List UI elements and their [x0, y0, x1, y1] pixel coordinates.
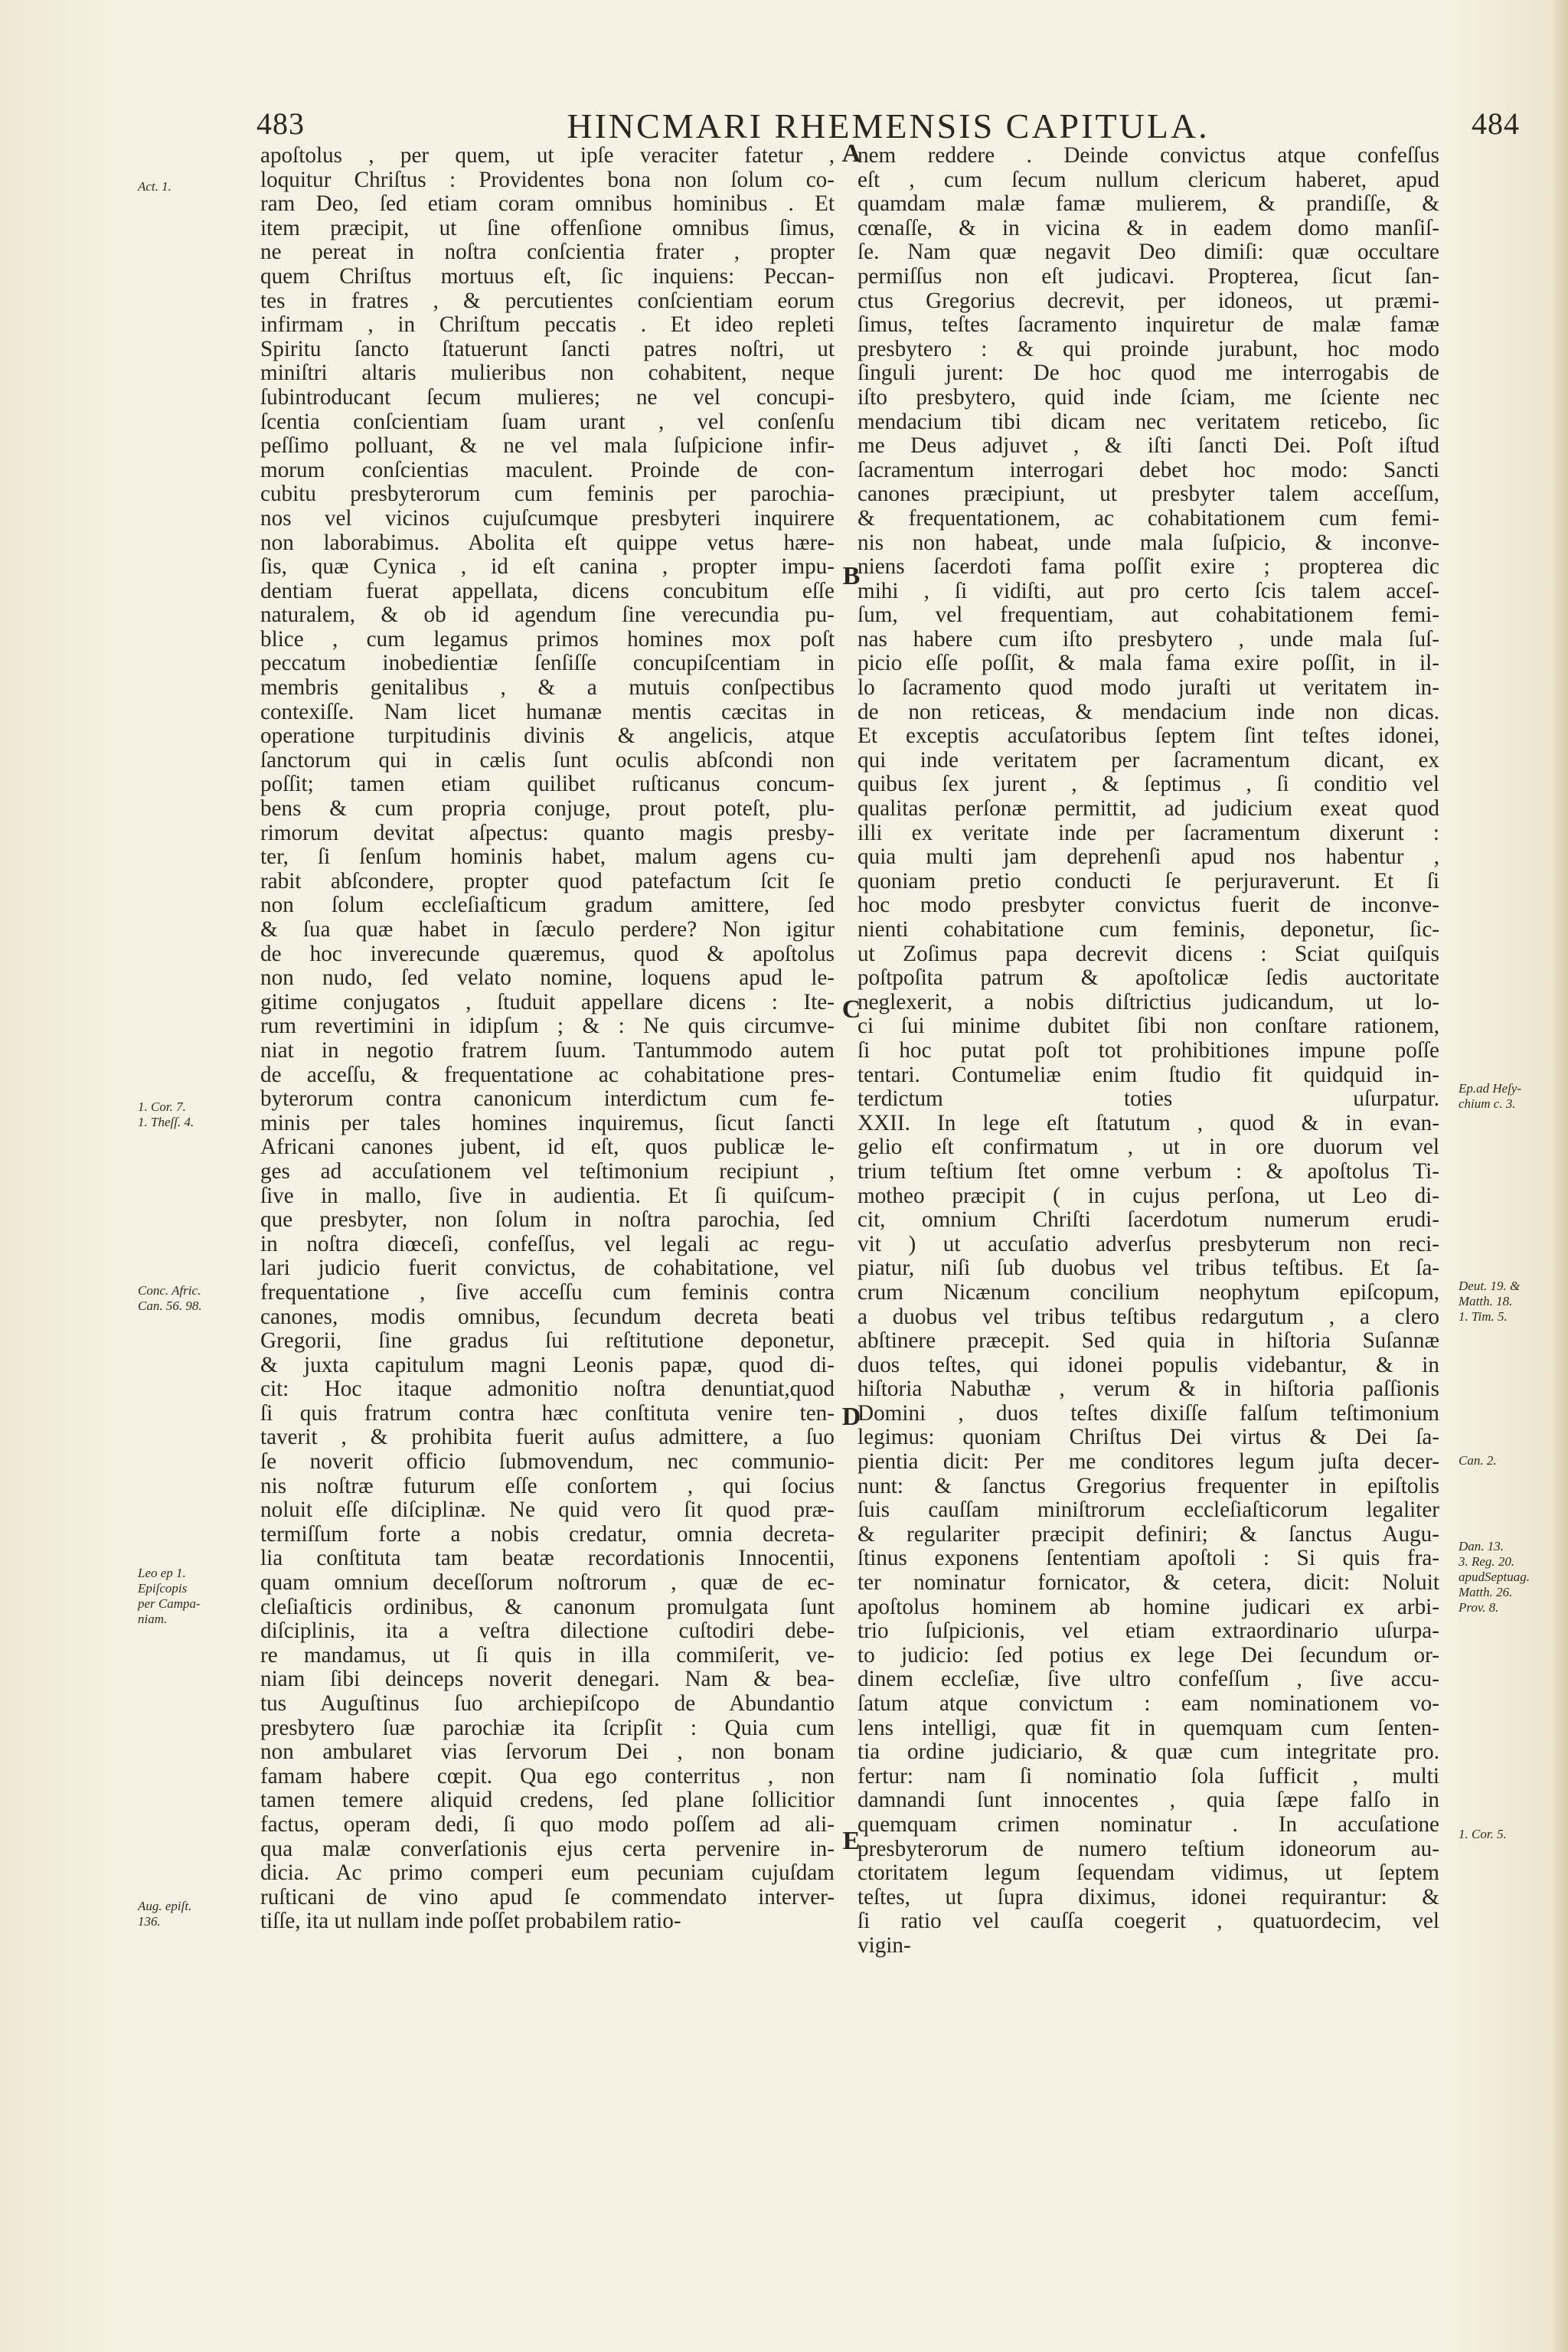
- text-line: ci ſui minime dubitet ſibi non conſtare rationem,: [858, 1014, 1439, 1039]
- text-line: niens ſacerdoti fama poſſit exire ; propterea dic: [858, 554, 1439, 580]
- margin-note-right-4: Dan. 13. 3. Reg. 20. apudSeptuag. Matth. 26. Prov. 8.: [1459, 1539, 1530, 1615]
- text-line: mihi , ſi vidiſti, aut pro certo ſcis talem acceſ-: [858, 578, 1439, 603]
- text-line: tamen temere aliquid credens, ſed plane ſollicitior: [260, 1788, 835, 1813]
- text-line: ſacramentum interrogari debet hoc modo: Sancti: [858, 457, 1439, 482]
- text-line: tes in fratres , & percutientes conſcientiam eorum: [260, 288, 835, 313]
- text-line: quem Chriſtus mortuus eſt, ſic inquiens: Peccan-: [260, 263, 835, 289]
- text-line: loquitur Chriſtus : Providentes bona non ſolum co-: [260, 167, 835, 192]
- text-line: trio ſuſpicionis, vel etiam extraordinario uſurpa-: [858, 1619, 1439, 1644]
- text-line: cubitu presbyterorum cum feminis per parochia-: [260, 482, 835, 507]
- text-line: lari judicio fuerit convictus, de cohabitatione, vel: [260, 1256, 835, 1281]
- text-line: quoniam pretio conducti ſe perjuraverunt. Et ſi: [858, 868, 1439, 893]
- text-line: morum conſcientias maculent. Proinde de con-: [260, 457, 835, 482]
- text-line: factus, operam dedi, ſi quo modo poſſem ad ali-: [260, 1811, 835, 1837]
- text-line: gitime conjugatos , ſtuduit appellare dicens : Ite-: [260, 989, 835, 1014]
- margin-note-right-1: Ep.ad Heſy- chium c. 3.: [1459, 1081, 1522, 1111]
- text-line: XXII. In lege eſt ſtatutum , quod & in evan-: [858, 1110, 1439, 1135]
- text-line: to judicio: ſed potius ex lege Dei ſecundum or-: [858, 1642, 1439, 1668]
- text-line: gelio eſt confirmatum , ut in ore duorum vel: [858, 1135, 1439, 1160]
- text-line: item præcipit, ut ſine offenſione omnibus ſimus,: [260, 215, 835, 240]
- text-line: infirmam , in Chriſtum peccatis . Et ideo repleti: [260, 312, 835, 338]
- text-line: ſis, quæ Cynica , id eſt canina , propter impu-: [260, 554, 835, 580]
- text-line: naturalem, & ob id agendum ſine verecundia pu-: [260, 603, 835, 628]
- text-line: miniſtri altaris mulieribus non cohabitent, neque: [260, 361, 835, 386]
- text-line: rimorum devitat aſpectus: quanto magis presby-: [260, 820, 835, 845]
- page-number-right: 484: [1472, 106, 1520, 141]
- text-line: cleſiaſticis ordinibus, & canonum promulgata ſunt: [260, 1594, 835, 1619]
- text-line: illi ex veritate inde per ſacramentum dixerunt :: [858, 820, 1439, 845]
- margin-note-left-2: 1. Cor. 7. 1. Theſſ. 4.: [138, 1099, 194, 1129]
- text-line: damnandi ſunt innocentes , quia ſæpe falſo in: [858, 1788, 1439, 1813]
- text-line: ne pereat in noſtra conſcientia frater , propter: [260, 240, 835, 265]
- text-line: vit ) ut accuſatio adverſus presbyterum non reci-: [858, 1231, 1439, 1256]
- text-line: ges ad accuſationem vel teſtimonium recipiunt ,: [260, 1158, 835, 1184]
- text-line: lo ſacramento quod modo juraſti ut veritatem in-: [858, 675, 1439, 701]
- text-line: ſubintroducant ſecum mulieres; ne vel concupi-: [260, 384, 835, 410]
- text-line: canones, modis omnibus, ſecundum decreta beati: [260, 1304, 835, 1329]
- text-line: tia ordine judiciario, & quæ cum integritate pro.: [858, 1740, 1439, 1765]
- text-line: ſuis cauſſam miniſtrorum eccleſiaſticorum legaliter: [858, 1498, 1439, 1523]
- text-line: & frequentationem, ac cohabitationem cum femi-: [858, 505, 1439, 531]
- text-line: nienti cohabitatione cum feminis, deponetur, ſic-: [858, 917, 1439, 942]
- text-line: a duobus vel tribus teſtibus redargutum , a clero: [858, 1304, 1439, 1329]
- section-letter-d: D: [841, 1403, 861, 1431]
- text-line: byterorum contra canonicum interdictum cum fe-: [260, 1086, 835, 1112]
- margin-note-left-3: Conc. Afric. Can. 56. 98.: [138, 1283, 202, 1313]
- section-letter-b: B: [842, 562, 861, 590]
- text-line: lens intelligi, quæ fit in quemquam cum ſenten-: [858, 1715, 1439, 1740]
- text-line: rabit abſcondere, propter quod patefactum ſcit ſe: [260, 868, 835, 893]
- margin-note-right-3: Can. 2.: [1459, 1453, 1497, 1468]
- text-line: frequentatione , ſive acceſſu cum feminis contra: [260, 1279, 835, 1305]
- text-line: & juxta capitulum magni Leonis papæ, quod di-: [260, 1352, 835, 1377]
- text-line: nis non habeat, unde mala ſuſpicio, & inconve-: [858, 530, 1439, 555]
- margin-note-right-5: 1. Cor. 5.: [1459, 1827, 1507, 1841]
- text-line: abſtinere præcepit. Sed quia in hiſtoria Suſannæ: [858, 1328, 1439, 1354]
- left-text-column: [260, 144, 835, 1934]
- text-line: non nudo, ſed velato nomine, loquens apud le-: [260, 965, 835, 991]
- text-line: tiſſe, ita ut nullam inde poſſet probabilem ratio-: [260, 1909, 681, 1934]
- text-line: non laborabimus. Abolita eſt quippe vetus hære-: [260, 530, 835, 555]
- text-line: ram Deo, ſed etiam coram omnibus hominibus . Et: [260, 191, 835, 217]
- text-line: cœnaſſe, & in vicina & in eadem domo manſiſ-: [858, 215, 1439, 240]
- text-line: teſtes, ut ſupra diximus, idonei requirantur: &: [858, 1884, 1439, 1909]
- text-line: ſcentia conſcientiam ſuam urant , vel conſenſu: [260, 409, 835, 434]
- text-line: que presbyter, non ſolum in noſtra parochia, ſed: [260, 1207, 835, 1233]
- text-line: ter nominatur fornicator, & cetera, dicit: Noluit: [858, 1570, 1439, 1596]
- text-line: & ſua quæ habet in ſæculo perdere? Non igitur: [260, 917, 835, 942]
- text-line: ſanctorum qui in cælis ſunt oculis abſcondi non: [260, 747, 835, 773]
- text-line: canones præcipiunt, ut presbyter talem acceſſum,: [858, 482, 1439, 507]
- text-line: lia conſtituta tam beatæ recordationis Innocentii,: [260, 1546, 835, 1571]
- text-line: noluit eſſe diſciplinæ. Ne quid vero ſit quod præ-: [260, 1498, 835, 1523]
- text-line: famam habere cœpit. Qua ego conterritus , non: [260, 1763, 835, 1788]
- text-line: ctus Gregorius decrevit, per idoneos, ut præmi-: [858, 288, 1439, 313]
- text-line: qua malæ converſationis ejus certa pervenire in-: [260, 1836, 835, 1861]
- text-line: vigin-: [858, 1932, 911, 1958]
- text-line: me Deus adjuvet , & iſti ſancti Dei. Poſt iſtud: [858, 433, 1439, 459]
- text-line: ter, ſi ſenſum hominis habet, malum agens cu-: [260, 844, 835, 870]
- right-text-column: [858, 144, 1439, 1958]
- text-line: ſinguli jurent: De hoc quod me interrogabis de: [858, 361, 1439, 386]
- text-line: pientia dicit: Per me conditores legum juſta decer-: [858, 1449, 1439, 1475]
- margin-note-right-2: Deut. 19. & Matth. 18. 1. Tim. 5.: [1459, 1279, 1521, 1324]
- text-line: hoc modo presbyter convictus fuerit de inconve-: [858, 893, 1439, 918]
- text-line: nis noſtræ futurum eſſe conſortem , qui ſocius: [260, 1473, 835, 1498]
- text-line: ſe noverit officio ſubmovendum, nec communio-: [260, 1449, 835, 1475]
- text-line: ſtinus exponens ſententiam apoſtoli : Si quis fra-: [858, 1546, 1439, 1571]
- text-line: hiſtoria Nabuthæ , verum & in hiſtoria paſſionis: [858, 1377, 1439, 1402]
- text-line: duos teſtes, qui idonei populis videbantur, & in: [858, 1352, 1439, 1377]
- text-line: de hoc inverecunde quæremus, quod & apoſtolus: [260, 941, 835, 966]
- text-line: nas habere cum iſto presbytero , unde mala ſuſ-: [858, 626, 1439, 652]
- text-line: minis per tales homines inquiremus, ſicut ſancti: [260, 1110, 835, 1135]
- section-letter-c: C: [841, 995, 861, 1024]
- text-line: dentiam fuerat appellata, dicens concubitum eſſe: [260, 578, 835, 603]
- text-line: fertur: nam ſi nominatio ſola ſufficit , multi: [858, 1763, 1439, 1788]
- text-line: quamdam malæ famæ mulierem, & prandiſſe, &: [858, 191, 1439, 217]
- text-line: peſſimo polluant, & ne vel mala ſuſpicione infir-: [260, 433, 835, 459]
- section-letter-e: E: [842, 1827, 861, 1855]
- text-line: nem reddere . Deinde convictus atque confeſſus: [858, 143, 1439, 168]
- page-edge: [1554, 0, 1568, 2352]
- text-line: termiſſum forte a nobis credatur, omnia decreta-: [260, 1521, 835, 1547]
- text-line: apoſtolus , per quem, ut ipſe veraciter fatetur ,: [260, 143, 835, 168]
- text-line: poſſit; tamen etiam quilibet ruſticanus concum-: [260, 772, 835, 797]
- text-line: nos vel vicinos cujuſcumque presbyteri inquirere: [260, 505, 835, 531]
- text-line: piatur, niſi ſub duobus vel tribus teſtibus. Et ſa-: [858, 1256, 1439, 1281]
- text-line: ſatum atque convictum : eam nominationem vo-: [858, 1691, 1439, 1716]
- text-line: Domini , duos teſtes dixiſſe falſum teſtimonium: [858, 1400, 1439, 1426]
- text-line: contexiſſe. Nam licet humanæ mentis cæcitas in: [260, 699, 835, 724]
- text-line: presbyterorum de numero teſtium idoneorum au-: [858, 1836, 1439, 1861]
- text-line: Africani canones jubent, id eſt, quos publicæ le-: [260, 1135, 835, 1160]
- text-line: niat in negotio fratrem ſuum. Tantummodo autem: [260, 1037, 835, 1063]
- text-line: quibus ſex jurent , & ſeptimus , ſi conditio vel: [858, 772, 1439, 797]
- text-line: in noſtra diœceſi, confeſſus, vel legali ac regu-: [260, 1231, 835, 1256]
- text-line: quam omnium deceſſorum noſtrorum , quæ de ec-: [260, 1570, 835, 1596]
- text-line: non ambularet vias ſervorum Dei , non bonam: [260, 1740, 835, 1765]
- text-line: quemquam crimen nominatur . In accuſatione: [858, 1811, 1439, 1837]
- text-line: legimus: quoniam Chriſtus Dei virtus & Dei ſa-: [858, 1425, 1439, 1450]
- text-line: trium teſtium ſtet omne verbum : & apoſtolus Ti-: [858, 1158, 1439, 1184]
- text-line: dicia. Ac primo comperi eum pecuniam cujuſdam: [260, 1860, 835, 1886]
- text-line: dinem eccleſiæ, ſive ultro confeſſum , ſive accu-: [858, 1667, 1439, 1692]
- text-line: de non reticeas, & mendacium inde non dicas.: [858, 699, 1439, 724]
- text-line: permiſſus non eſt judicavi. Propterea, ſicut ſan-: [858, 263, 1439, 289]
- text-line: Et exceptis accuſatoribus ſeptem ſint teſtes idonei,: [858, 724, 1439, 749]
- text-line: iſto presbytero, quid inde ſciam, me ſciente nec: [858, 384, 1439, 410]
- text-line: & regulariter præcipit definiri; & ſanctus Augu-: [858, 1521, 1439, 1547]
- text-line: mendacium tibi dicam nec veritatem reticebo, ſic: [858, 409, 1439, 434]
- text-line: taverit , & prohibita fuerit auſus admittere, a ſuo: [260, 1425, 835, 1450]
- text-line: ctoritatem legum ſequendam vidimus, ut ſeptem: [858, 1860, 1439, 1886]
- text-line: ſum, vel frequentiam, aut cohabitationem femi-: [858, 603, 1439, 628]
- text-line: non ſolum eccleſiaſticum gradum amittere, ſed: [260, 893, 835, 918]
- text-line: de acceſſu, & frequentatione ac cohabitatione pres-: [260, 1062, 835, 1087]
- text-line: eſt , cum ſecum nullum clericum haberet, apud: [858, 167, 1439, 192]
- text-line: blice , cum legamus primos homines mox poſt: [260, 626, 835, 652]
- text-line: nunt: & ſanctus Gregorius frequenter in epiſtolis: [858, 1473, 1439, 1498]
- text-line: ſi hoc putat poſt tot prohibitiones impune poſſe: [858, 1037, 1439, 1063]
- text-line: tus Auguſtinus ſuo archiepiſcopo de Abundantio: [260, 1691, 835, 1716]
- text-line: cit, omnium Chriſti ſacerdotum numerum erudi-: [858, 1207, 1439, 1233]
- text-line: poſtpoſita patrum & apoſtolicæ ſedis auctoritate: [858, 965, 1439, 991]
- text-line: ſimus, teſtes ſacramento inquiretur de malæ famæ: [858, 312, 1439, 338]
- text-line: qui inde veritatem per ſacramentum dicant, ex: [858, 747, 1439, 773]
- text-line: presbytero : & qui proinde jurabunt, hoc modo: [858, 336, 1439, 361]
- text-line: apoſtolus hominem ab homine judicari ex arbi-: [858, 1594, 1439, 1619]
- text-line: membris genitalibus , & a mutuis conſpectibus: [260, 675, 835, 701]
- text-line: cit: Hoc itaque admonitio noſtra denuntiat,quod: [260, 1377, 835, 1402]
- text-line: bens & cum propria conjuge, prout poteſt, plu-: [260, 796, 835, 822]
- text-line: crum Nicænum concilium neophytum epiſcopum,: [858, 1279, 1439, 1305]
- text-line: ut Zoſimus papa decrevit dicens : Sciat quiſquis: [858, 941, 1439, 966]
- text-line: motheo præcipit ( in cujus perſona, ut Leo di-: [858, 1183, 1439, 1208]
- text-line: ruſticani de vino apud ſe commendato interver-: [260, 1884, 835, 1909]
- margin-note-left-5: Aug. epiſt. 136.: [138, 1899, 192, 1929]
- text-line: ſive in mallo, ſive in audientia. Et ſi quiſcum-: [260, 1183, 835, 1208]
- text-line: peccatum inobedientiæ ſenſiſſe concupiſcentiam in: [260, 651, 835, 676]
- text-line: ſe. Nam quæ negavit Deo dimiſi: quæ occultare: [858, 240, 1439, 265]
- text-line: quia multi jam deprehenſi apud nos habentur ,: [858, 844, 1439, 870]
- text-line: Gregorii, ſine gradus ſui reſtitutione deponetur,: [260, 1328, 835, 1354]
- text-line: picio eſſe poſſit, & mala fama exire poſſit, in il-: [858, 651, 1439, 676]
- page-number-left: 483: [256, 106, 305, 141]
- text-line: Spiritu ſancto ſtatuerunt ſancti patres noſtri, ut: [260, 336, 835, 361]
- text-line: rum revertimini in idipſum ; & : Ne quis circumve-: [260, 1014, 835, 1039]
- text-line: diſciplinis, ita a veſtra dilectione cuſtodiri debe-: [260, 1619, 835, 1644]
- text-line: ſi ratio vel cauſſa coegerit , quatuordecim, vel: [858, 1909, 1439, 1934]
- text-line: terdictum toties uſurpatur.: [858, 1086, 1439, 1112]
- text-line: ſi quis fratrum contra hæc conſtituta venire ten-: [260, 1400, 835, 1426]
- text-line: qualitas perſonæ permittit, ad judicium exeat quod: [858, 796, 1439, 822]
- margin-note-left-4: Leo ep 1. Epiſcopis per Campa- niam.: [138, 1566, 201, 1626]
- section-letter-a: A: [841, 139, 861, 168]
- text-line: operatione turpitudinis divinis & angelicis, atque: [260, 724, 835, 749]
- text-line: neglexerit, a nobis diſtrictius judicandum, ut lo-: [858, 989, 1439, 1014]
- page-title: HINCMARI RHEMENSIS CAPITULA.: [567, 106, 1210, 145]
- text-line: presbytero ſuæ parochiæ ita ſcripſit : Quia cum: [260, 1715, 835, 1740]
- text-line: tentari. Contumeliæ enim ſtudio fit quidquid in-: [858, 1062, 1439, 1087]
- margin-note-left-1: Act. 1.: [138, 179, 172, 194]
- text-line: re mandamus, ut ſi quis in illa commiſerit, ve-: [260, 1642, 835, 1668]
- text-line: niam ſibi deinceps noverit denegari. Nam & bea-: [260, 1667, 835, 1692]
